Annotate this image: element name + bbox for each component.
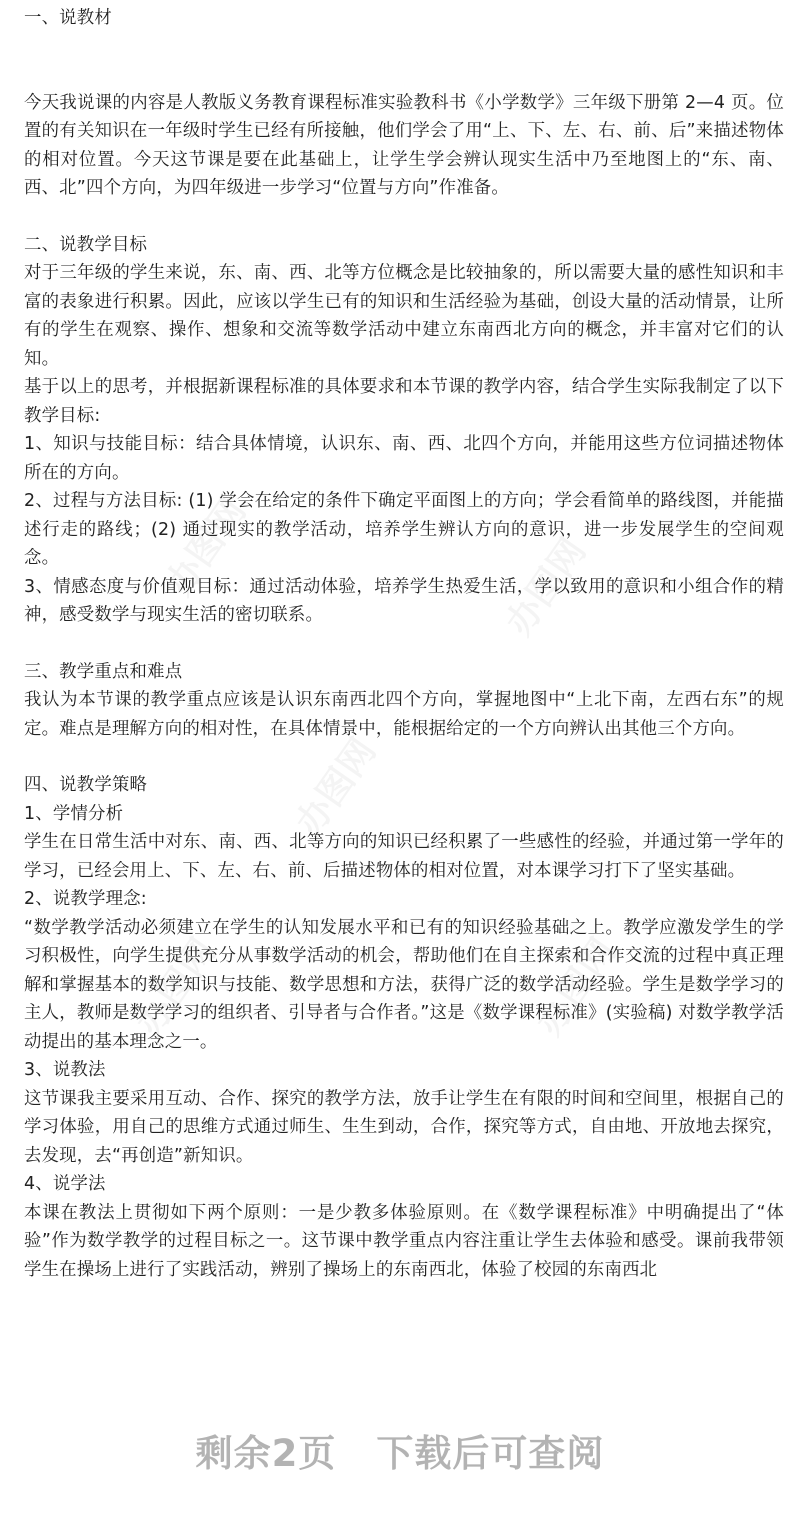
spacer <box>24 743 784 771</box>
paragraph: 这节课我主要采用互动、合作、探究的教学方法，放手让学生在有限的时间和空间里，根据自己的学习体验，用自己的思维方式通过师生、生生到动，合作，探究等方式，自由地、开放地去探究，去发现，去“再创造”新知识。 <box>24 1088 784 1166</box>
paragraph: 2、过程与方法目标: (1) 学会在给定的条件下确定平面图上的方向；学会看简单的路线图，并能描述行走的路线；(2) 通过现实的教学活动，培养学生辨认方向的意识，进一步发展学生的空间观念。 <box>24 491 784 568</box>
paragraph: 3、情感态度与价值观目标：通过活动体验，培养学生热爱生活，学以致用的意识和小组合作的精神，感受数学与现实生活的密切联系。 <box>24 576 784 625</box>
section-heading: 二、说教学目标 <box>24 234 148 255</box>
paragraph: 1、知识与技能目标：结合具体情境，认识东、南、西、北四个方向，并能用这些方位词描述物体所在的方向。 <box>24 434 784 483</box>
spacer <box>24 33 784 89</box>
document-body <box>24 4 784 1284</box>
section-heading: 三、教学重点和难点 <box>24 661 183 682</box>
remaining-pages-label: 剩余2页 <box>195 1432 337 1475</box>
subsection-heading: 2、说教学理念: <box>24 889 147 909</box>
paragraph: 对于三年级的学生来说，东、南、西、北等方位概念是比较抽象的，所以需要大量的感性知识和丰富的表象进行积累。因此，应该以学生已有的知识和生活经验为基础，创设大量的活动情景，让所有的学生在观察、操作、想象和交流等数学活动中建立东南西北方向的概念，并丰富对它们的认知。 <box>24 263 784 369</box>
download-to-read-label: 下载后可查阅 <box>376 1432 605 1475</box>
remaining-pages-notice[interactable] <box>0 1423 800 1477</box>
spacer <box>24 203 784 231</box>
paragraph: 基于以上的思考，并根据新课程标准的具体要求和本节课的教学内容，结合学生实际我制定了以下教学目标: <box>24 377 784 426</box>
subsection-heading: 3、说教法 <box>24 1060 106 1080</box>
paragraph: “数学教学活动必须建立在学生的认知发展水平和已有的知识经验基础之上。教学应激发学生的学习积极性，向学生提供充分从事数学活动的机会，帮助他们在自主探索和合作交流的过程中真正理解和掌握基本的数学知识与技能、数学思想和方法，获得广泛的数学活动经验。学生是数学学习的主人，教师是数学学习的组织者、引导者与合作者。”这是《数学课程标准》(实验稿) 对数学教学活动提出的基本理念之一。 <box>24 917 784 1052</box>
spacer <box>24 630 784 658</box>
paragraph: 本课在教法上贯彻如下两个原则：一是少教多体验原则。在《数学课程标准》中明确提出了“体验”作为数学教学的过程目标之一。这节课中教学重点内容注重让学生去体验和感受。课前我带领学生在操场上进行了实践活动，辨别了操场上的东南西北，体验了校园的东南西北 <box>24 1202 784 1280</box>
paragraph: 今天我说课的内容是人教版义务教育课程标准实验教科书《小学数学》三年级下册第 2—4 页。位置的有关知识在一年级时学生已经有所接触，他们学会了用“上、下、左、右、前、后”来描述物体的相对位置。今天这节课是要在此基础上，让学生学会辨认现实生活中乃至地图上的“东、南、西、北”四个方向，为四年级进一步学习“位置与方向”作准备。 <box>24 92 784 198</box>
section-heading: 一、说教材 <box>24 8 112 28</box>
subsection-heading: 1、学情分析 <box>24 803 124 824</box>
subsection-heading: 4、说学法 <box>24 1174 106 1194</box>
paragraph: 我认为本节课的教学重点应该是认识东南西北四个方向，掌握地图中“上北下南，左西右东”的规定。难点是理解方向的相对性，在具体情景中，能根据给定的一个方向辨认出其他三个方向。 <box>24 690 784 739</box>
section-heading: 四、说教学策略 <box>24 775 148 795</box>
paragraph: 学生在日常生活中对东、南、西、北等方向的知识已经积累了一些感性的经验，并通过第一学年的学习，已经会用上、下、左、右、前、后描述物体的相对位置，对本课学习打下了坚实基础。 <box>24 832 784 881</box>
